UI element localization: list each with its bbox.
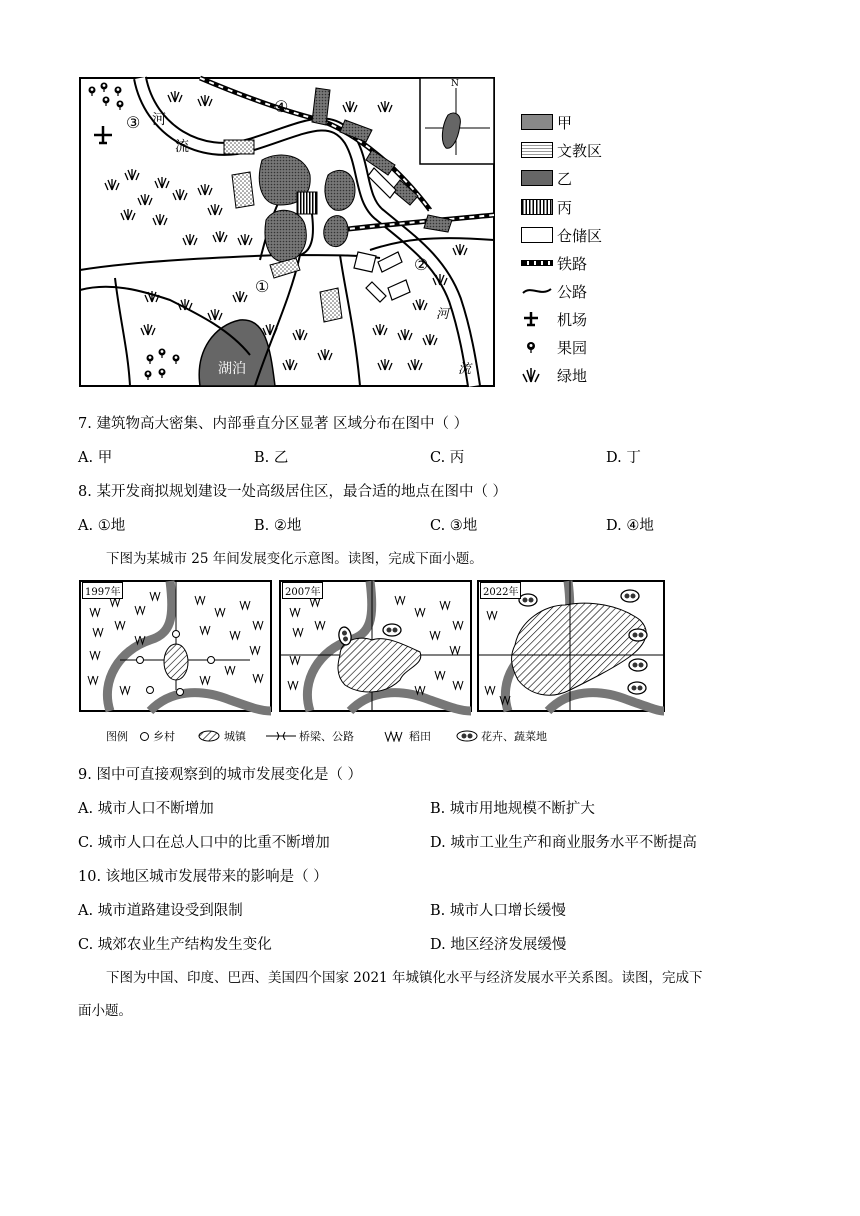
intro-paragraph-2: 下图为某城市 25 年间发展变化示意图。读图，完成下面小题。 [106,551,483,567]
city-development-map [80,581,664,711]
q8-option-b[interactable]: B. ②地 [254,518,302,534]
legend-yi-swatch [521,170,553,186]
q9-option-b[interactable]: B. 城市用地规模不断扩大 [430,801,595,817]
legend-storage: 仓储区 [521,225,602,245]
question-8: 8. 某开发商拟规划建设一处高级居住区，最合适的地点在图中（ ） [78,484,508,500]
q8-option-d[interactable]: D. ④地 [606,518,654,534]
site-3-label: ③ [126,113,141,132]
railway-icon [521,260,553,266]
legend-road: 公路 [521,281,587,301]
airport-icon [521,311,553,327]
legend-orchard: 果园 [521,337,587,357]
legend-jia: 甲 [521,112,572,132]
flower-veg-icon [456,730,478,742]
legend-paddy: 稻田 [384,728,431,744]
legend-storage-swatch [521,227,553,243]
site-1-label: ① [255,277,270,296]
legend-yi: 乙 [521,168,572,188]
site-4-label: ④ [274,97,289,116]
q9-option-a[interactable]: A. 城市人口不断增加 [78,801,214,817]
orchard-icon [521,339,553,355]
q10-option-c[interactable]: C. 城郊农业生产结构发生变化 [78,937,272,953]
intro-paragraph-3-line2: 面小题。 [78,1003,132,1019]
q9-option-d[interactable]: D. 城市工业生产和商业服务水平不断提高 [430,835,697,851]
panel-1997-label: 1997年 [82,582,123,599]
legend-bridge-road: 桥梁、公路 [266,728,354,744]
village-icon [140,732,149,741]
question-7: 7. 建筑物高大密集、内部垂直分区显著 区域分布在图中（ ） [78,416,469,432]
city-functional-zone-map [80,78,494,386]
town-icon [198,730,220,742]
q8-option-c[interactable]: C. ③地 [430,518,478,534]
legend-greenland: 绿地 [521,365,587,385]
paddy-icon [384,730,406,742]
q10-option-a[interactable]: A. 城市道路建设受到限制 [78,903,243,919]
river-label-he: 河 [152,112,166,128]
legend-jia-swatch [521,114,553,130]
legend-culture-edu-swatch [521,142,553,158]
q7-option-a[interactable]: A. 甲 [78,450,113,466]
lake-label: 湖泊 [218,361,246,377]
q10-option-b[interactable]: B. 城市人口增长缓慢 [430,903,566,919]
legend-bing-swatch [521,199,553,215]
intro-paragraph-3-line1: 下图为中国、印度、巴西、美国四个国家 2021 年城镇化水平与经济发展水平关系图。读图，完成下 [106,970,703,986]
question-9: 9. 图中可直接观察到的城市发展变化是（ ） [78,767,363,783]
legend-bing: 丙 [521,197,572,217]
q9-option-c[interactable]: C. 城市人口在总人口中的比重不断增加 [78,835,330,851]
panel-2022-label: 2022年 [480,582,521,599]
site-2-label: ② [414,255,429,274]
q7-option-d[interactable]: D. 丁 [606,450,641,466]
river-label-he-2: 河 [436,307,450,322]
legend-title: 图例 [106,730,128,743]
legend-town: 城镇 [198,728,246,744]
panel-2007-label: 2007年 [282,582,323,599]
legend-railway: 铁路 [521,253,587,273]
road-icon [521,283,553,299]
q7-option-c[interactable]: C. 丙 [430,450,465,466]
question-10: 10. 该地区城市发展带来的影响是（ ） [78,869,328,885]
legend-village: 乡村 [140,728,175,744]
grass-icon [521,367,553,383]
q10-option-d[interactable]: D. 地区经济发展缓慢 [430,937,567,953]
q8-option-a[interactable]: A. ①地 [78,518,126,534]
legend-culture-edu: 文教区 [521,140,602,160]
north-label: N [451,79,459,89]
legend-flower-veg: 花卉、蔬菜地 [456,728,547,744]
q7-option-b[interactable]: B. 乙 [254,450,289,466]
legend-airport: 机场 [521,309,587,329]
river-label-liu-2: 流 [458,362,472,377]
bridge-road-icon [266,730,296,742]
river-label-liu: 流 [175,139,189,155]
